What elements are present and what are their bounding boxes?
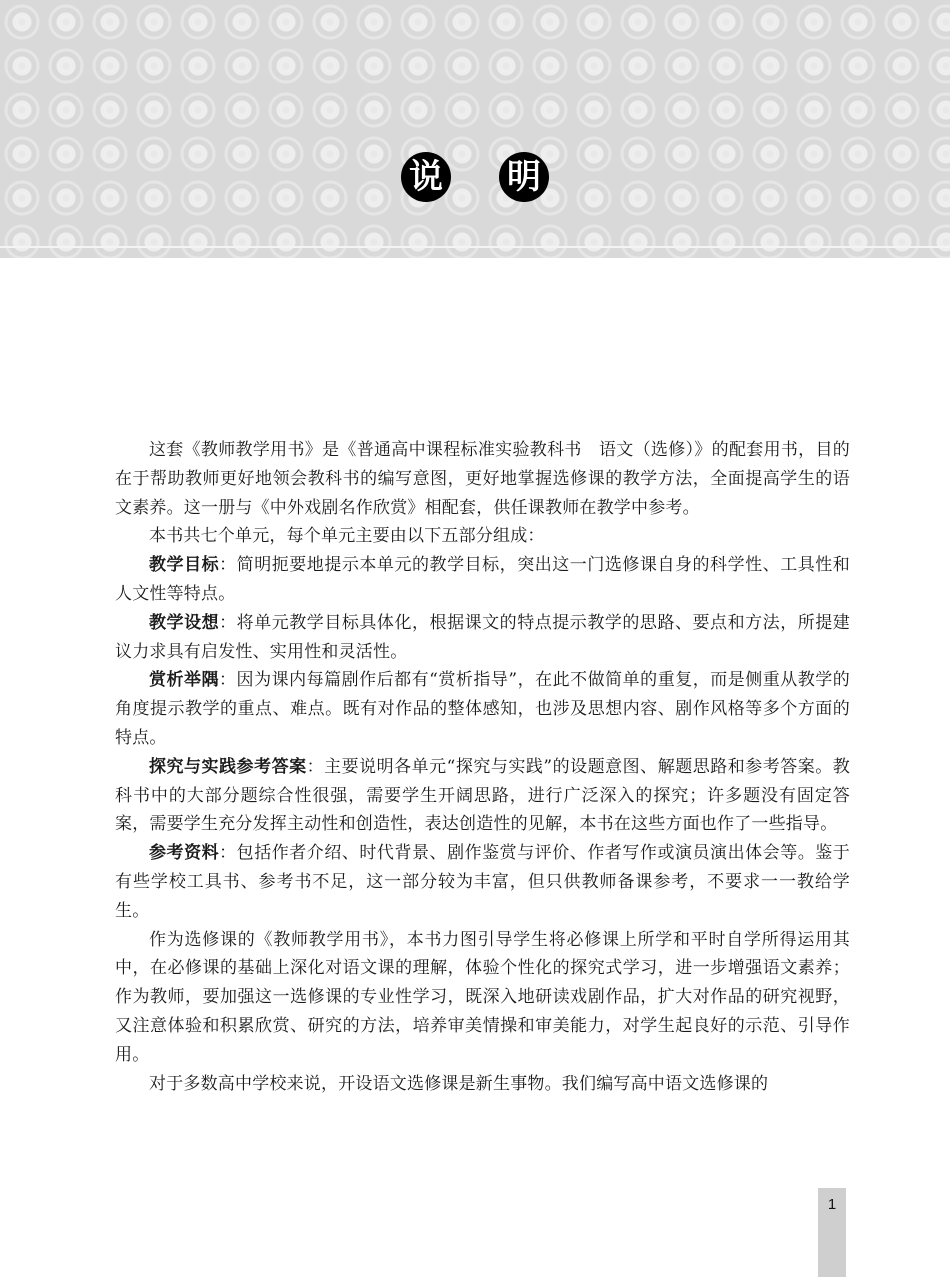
- header-pattern-band: [0, 0, 950, 258]
- paragraph-closing: 对于多数高中学校来说，开设语文选修课是新生事物。我们编写高中语文选修课的: [149, 1073, 769, 1094]
- paragraph-elective-purpose: 作为选修课的《教师教学用书》，本书力图引导学生将必修课上所学和平时自学所得运用其中，在必修课的基础上深化对语文课的理解，体验个性化的探究式学习，进一步增强语文素养；作为教师，要加强这一选修课的专业性学习，既深入地研读戏剧作品，扩大对作品的研究视野，又注意体验和积累欣赏、研究的方法，培养审美情操和审美能力，对学生起良好的示范、引导作用。: [115, 929, 850, 1065]
- section-label: 教学设想: [149, 612, 220, 633]
- paragraph-appreciation: [115, 666, 850, 752]
- page-title: [0, 152, 950, 202]
- section-label: 参考资料: [149, 843, 220, 864]
- header-divider: [0, 246, 950, 248]
- body-text: [115, 436, 850, 1098]
- paragraph-references: [115, 839, 850, 925]
- paragraph-intro: 这套《教师教学用书》是《普通高中课程标准实验教科书 语文（选修）》的配套用书，目的在于帮助教师更好地领会教科书的编写意图，更好地掌握选修课的教学方法，全面提高学生的语文素养。这一册与《中外戏剧名作欣赏》相配套，供任课教师在教学中参考。: [115, 440, 850, 518]
- title-char-1: 说: [401, 152, 451, 202]
- title-char-2: 明: [499, 152, 549, 202]
- paragraph-structure: 本书共七个单元，每个单元主要由以下五部分组成：: [149, 526, 545, 547]
- paragraph-answers: [115, 753, 850, 839]
- paragraph-teaching-goals: [115, 551, 850, 609]
- section-label: 教学目标: [149, 555, 220, 576]
- page-number: 1: [827, 1196, 837, 1213]
- section-label: 赏析举隅: [149, 670, 220, 691]
- paragraph-teaching-ideas: [115, 609, 850, 667]
- section-text: ：主要说明各单元“探究与实践”的设题意图、解题思路和参考答案。教科书中的大部分题综合性很强，需要学生开阔思路，进行广泛深入的探究；许多题没有固定答案，需要学生充分发挥主动性和创造性，表达创造性的见解，本书在这些方面也作了一些指导。: [115, 756, 850, 835]
- section-text: ：因为课内每篇剧作后都有“赏析指导”，在此不做简单的重复，而是侧重从教学的角度提示教学的重点、难点。既有对作品的整体感知，也涉及思想内容、剧作风格等多个方面的特点。: [115, 670, 850, 748]
- section-text: ：简明扼要地提示本单元的教学目标，突出这一门选修课自身的科学性、工具性和人文性等特点。: [115, 555, 850, 604]
- section-text: ：将单元教学目标具体化，根据课文的特点提示教学的思路、要点和方法，所提建议力求具有启发性、实用性和灵活性。: [115, 612, 850, 662]
- section-label: 探究与实践参考答案: [149, 756, 307, 777]
- section-text: ：包括作者介绍、时代背景、剧作鉴赏与评价、作者写作或演员演出体会等。鉴于有些学校工具书、参考书不足，这一部分较为丰富，但只供教师备课参考，不要求一一教给学生。: [115, 843, 850, 921]
